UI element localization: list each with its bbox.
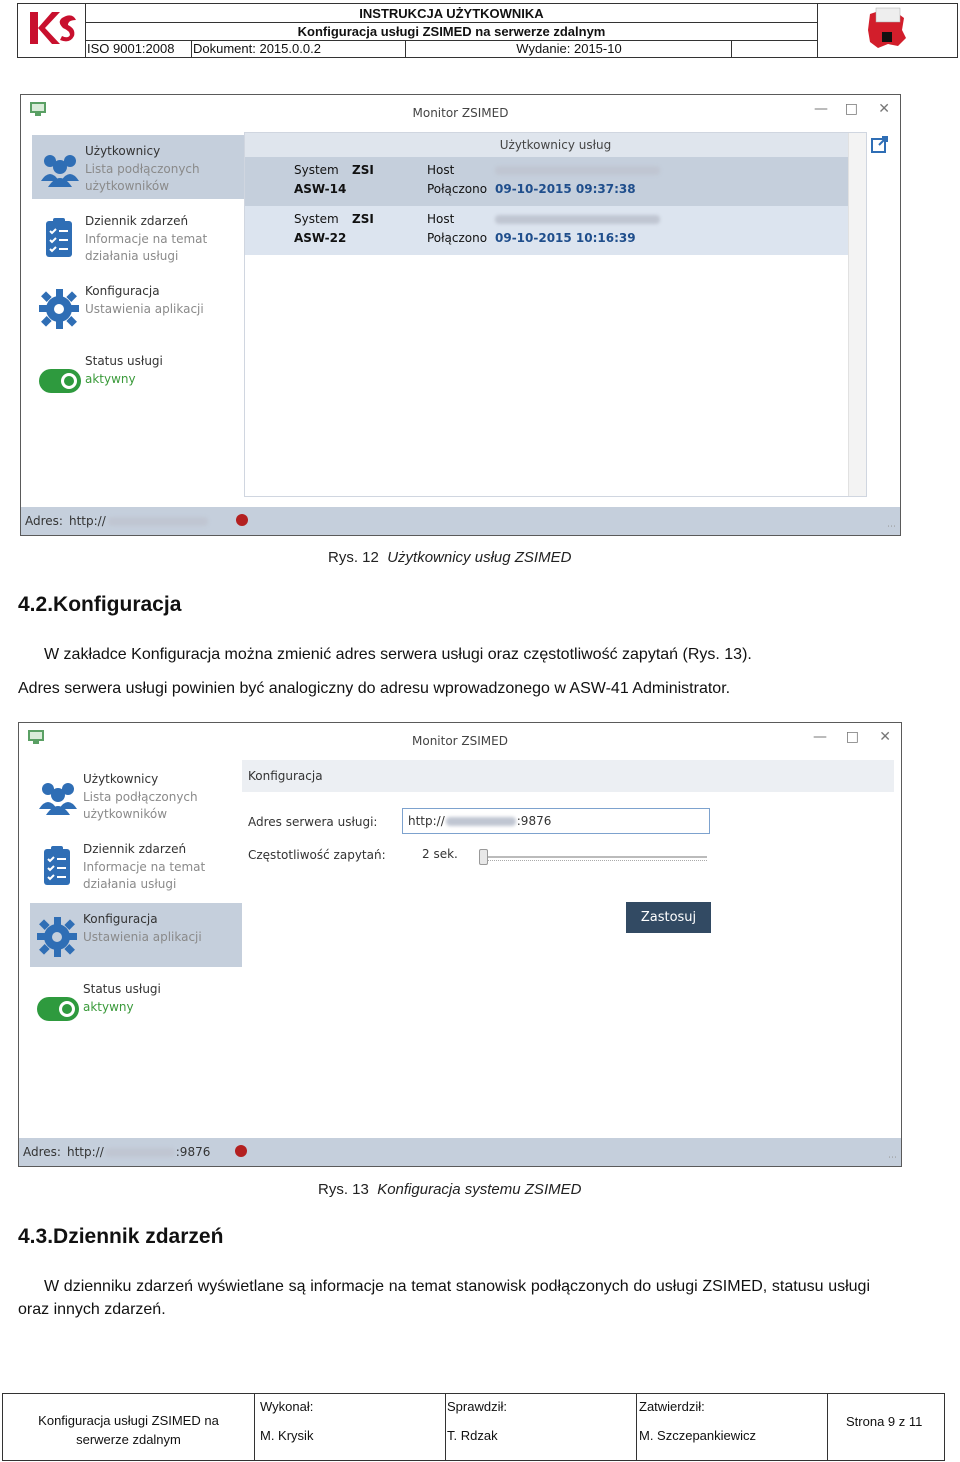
host-label: Host — [427, 212, 455, 226]
frequency-label: Częstotliwość zapytań: — [248, 848, 386, 862]
sidebar-item-config[interactable] — [32, 275, 244, 339]
users-list — [244, 132, 867, 497]
title-bar — [21, 95, 900, 133]
paragraph: Adres serwera usługi powinien być analogiczny do adresu wprowadzonego w ASW-41 Administrator. — [18, 680, 731, 697]
figure-caption-12: Rys. 12 Użytkownicy usług ZSIMED — [328, 549, 572, 566]
address-value: http:// :9876 — [67, 1145, 211, 1159]
gear-icon — [36, 915, 80, 959]
sidebar-item-events[interactable] — [30, 833, 242, 897]
system-label: System — [294, 212, 339, 226]
system-label: System — [294, 163, 339, 177]
system-value: ZSI — [352, 163, 374, 177]
header-subtitle: Konfiguracja usługi ZSIMED na serwerze zdalnym — [86, 23, 817, 41]
status-bar — [21, 507, 900, 535]
list-item[interactable] — [245, 206, 866, 255]
status-bar — [19, 1138, 901, 1166]
sidebar-item-title: Status usługi — [83, 982, 161, 996]
address-label: Adres: — [23, 1145, 61, 1159]
vertical-scrollbar[interactable] — [848, 133, 866, 496]
connected-label: Połączono — [427, 231, 488, 245]
clipboard-icon — [38, 217, 82, 261]
sidebar-item-title: Użytkownicy — [85, 144, 161, 158]
frequency-slider[interactable] — [479, 851, 707, 863]
window-title: Monitor ZSIMED — [412, 106, 509, 120]
service-status-value: aktywny — [83, 1000, 134, 1014]
window-title: Monitor ZSIMED — [412, 734, 508, 748]
resize-grip-icon[interactable]: ⋯ — [888, 1153, 897, 1163]
users-icon — [38, 147, 82, 191]
server-address-label: Adres serwera usługi: — [248, 815, 378, 829]
footer-page-number: Strona 9 z 11 — [846, 1414, 923, 1429]
sidebar-item-users[interactable] — [30, 763, 242, 827]
emblem-logo — [817, 4, 957, 57]
list-header: Użytkownicy usług — [245, 133, 866, 157]
toggle-on-icon — [36, 985, 80, 1029]
station-name: ASW-14 — [294, 182, 347, 196]
monitor-window-config — [18, 722, 902, 1167]
footer-approved-by: Zatwierdził: M. Szczepankiewicz — [637, 1394, 828, 1460]
host-label: Host — [427, 163, 455, 177]
sidebar-item-subtitle: Ustawienia aplikacji — [83, 930, 202, 944]
status-indicator-icon — [236, 514, 248, 526]
config-header: Konfiguracja — [242, 760, 894, 792]
connected-time: 09-10-2015 10:16:39 — [495, 231, 636, 245]
company-logo — [18, 4, 86, 57]
close-icon[interactable]: ✕ — [878, 101, 890, 117]
footer-done-by: Wykonał: M. Krysik — [255, 1394, 446, 1460]
gear-icon — [38, 287, 82, 331]
sidebar — [30, 763, 242, 1138]
document-footer — [2, 1393, 945, 1461]
footer-checked-by: Sprawdził: T. Rdzak — [446, 1394, 637, 1460]
figure-caption-13: Rys. 13 Konfiguracja systemu ZSIMED — [318, 1181, 582, 1198]
sidebar-item-subtitle: Informacje na temat działania usługi — [85, 232, 208, 263]
slider-thumb[interactable] — [479, 849, 488, 865]
sidebar-item-title: Konfiguracja — [83, 912, 158, 926]
connected-time: 09-10-2015 09:37:38 — [495, 182, 636, 196]
sidebar-item-title: Dziennik zdarzeń — [85, 214, 189, 228]
service-status-value: aktywny — [85, 372, 136, 386]
clipboard-icon — [36, 845, 80, 889]
sidebar-item-title: Konfiguracja — [85, 284, 160, 298]
resize-grip-icon[interactable]: ⋯ — [887, 522, 896, 532]
sidebar-item-status[interactable] — [32, 345, 244, 409]
sidebar-item-subtitle: Informacje na temat działania usługi — [83, 860, 206, 891]
list-item[interactable] — [245, 157, 866, 206]
minimize-icon[interactable]: — — [814, 101, 828, 117]
sidebar-item-users[interactable] — [32, 135, 244, 199]
config-panel — [242, 760, 894, 1140]
sidebar-item-subtitle: Lista podłączonych użytkowników — [83, 790, 198, 821]
paragraph: W dzienniku zdarzeń wyświetlane są informacje na temat stanowisk podłączonych do usługi ZSIMED, statusu usługi oraz innych zdarzeń. — [18, 1278, 870, 1318]
sidebar-item-subtitle: Lista podłączonych użytkowników — [85, 162, 200, 193]
sidebar-item-config[interactable] — [30, 903, 242, 967]
monitor-window-users — [20, 94, 901, 536]
frequency-value: 2 sek. — [422, 847, 458, 861]
minimize-icon[interactable]: — — [813, 729, 827, 745]
host-value-redacted — [495, 212, 660, 226]
document-number: Dokument: 2015.0.0.2 — [192, 41, 406, 57]
status-indicator-icon — [235, 1145, 247, 1157]
title-bar — [19, 723, 901, 761]
address-label: Adres: — [25, 514, 63, 528]
section-heading-config: 4.2.Konfiguracja — [18, 593, 182, 616]
document-header — [17, 3, 958, 58]
sidebar-item-title: Dziennik zdarzeń — [83, 842, 187, 856]
toggle-on-icon — [38, 357, 82, 401]
system-value: ZSI — [352, 212, 374, 226]
paragraph: W zakładce Konfiguracja można zmienić adres serwera usługi oraz częstotliwość zapytań (Rys. 13). — [44, 646, 752, 663]
close-icon[interactable]: ✕ — [879, 729, 891, 745]
address-value: http:// — [69, 514, 208, 528]
sidebar-item-events[interactable] — [32, 205, 244, 269]
sidebar-item-title: Użytkownicy — [83, 772, 159, 786]
header-meta — [86, 41, 817, 57]
users-icon — [36, 775, 80, 819]
edition-date: Wydanie: 2015-10 — [406, 41, 732, 57]
server-address-input[interactable]: http:// :9876 — [402, 808, 710, 834]
sidebar-item-status[interactable] — [30, 973, 242, 1037]
sidebar — [32, 135, 244, 505]
section-heading-events: 4.3.Dziennik zdarzeń — [18, 1225, 224, 1248]
footer-doc-title: Konfiguracja usługi ZSIMED na serwerze zdalnym — [3, 1394, 255, 1460]
sidebar-item-subtitle: Ustawienia aplikacji — [85, 302, 204, 316]
connected-label: Połączono — [427, 182, 488, 196]
apply-button[interactable]: Zastosuj — [626, 902, 711, 933]
station-name: ASW-22 — [294, 231, 347, 245]
maximize-icon[interactable]: □ — [844, 101, 858, 117]
host-value-redacted — [495, 163, 660, 177]
export-icon[interactable] — [871, 135, 889, 153]
iso-label: ISO 9001:2008 — [86, 41, 192, 57]
sidebar-item-title: Status usługi — [85, 354, 163, 368]
maximize-icon[interactable]: □ — [845, 729, 859, 745]
header-title: INSTRUKCJA UŻYTKOWNIKA — [86, 4, 817, 23]
